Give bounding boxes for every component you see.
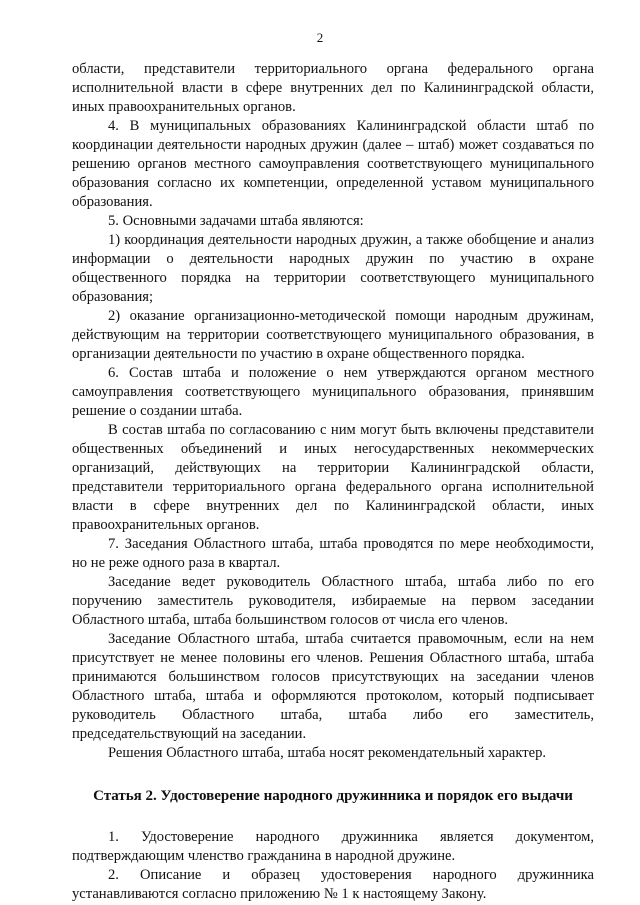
paragraph: 1) координация деятельности народных дружин, а также обобщение и анализ информации о деятельности народных дружин по участию в охране общественного порядка на территории соответствующего муниципального образования; <box>72 232 594 305</box>
paragraph: области, представители территориального органа федерального органа исполнительной власти в сфере внутренних дел по Калининградской области, иных правоохранительных органов. <box>72 61 594 115</box>
document-body <box>72 60 594 904</box>
paragraphs-before <box>72 60 594 763</box>
paragraph: 1. Удостоверение народного дружинника является документом, подтверждающим членство гражданина в народной дружине. <box>72 829 594 864</box>
paragraph: 4. В муниципальных образованиях Калининградской области штаб по координации деятельности народных дружин (далее – штаб) может создаваться по решению органов местного самоуправления соответствующего муниципального образования согласно их компетенции, определенной уставом муниципального образования. <box>72 118 594 210</box>
article-heading: Статья 2. Удостоверение народного дружинника и порядок его выдачи <box>93 788 573 804</box>
paragraph: 2) оказание организационно-методической помощи народным дружинам, действующим на территории соответствующего муниципального образования, в организации деятельности по участию в охране общественного порядка. <box>72 308 594 362</box>
paragraph: 6. Состав штаба и положение о нем утверждаются органом местного самоуправления соответствующего муниципального образования, принявшим решение о создании штаба. <box>72 365 594 419</box>
page-number: 2 <box>316 30 324 45</box>
paragraph: 2. Описание и образец удостоверения народного дружинника устанавливаются согласно приложению № 1 к настоящему Закону. <box>72 867 594 902</box>
paragraph: 5. Основными задачами штаба являются: <box>108 213 364 229</box>
paragraphs-after <box>72 828 594 904</box>
paragraph: Решения Областного штаба, штаба носят рекомендательный характер. <box>108 745 547 761</box>
paragraph: Заседание Областного штаба, штаба считается правомочным, если на нем присутствует не менее половины его членов. Решения Областного штаба, штаба принимаются большинством голосов присутствующих на заседании членов Областного штаба, штаба и оформляются протоколом, который подписывает руководитель Областного штаба, штаба либо его заместитель, председательствующий на заседании. <box>72 631 594 742</box>
paragraph: Заседание ведет руководитель Областного штаба, штаба либо по его поручению заместитель руководителя, избираемые на первом заседании Областного штаба, штаба большинством голосов от числа его членов. <box>72 574 594 628</box>
paragraph: В состав штаба по согласованию с ним могут быть включены представители общественных объединений и иных негосударственных некоммерческих организаций, действующих на территории Калининградской области, представители территориального органа федерального органа исполнительной власти в сфере внутренних дел по Калининградской области, иных правоохранительных органов. <box>72 422 594 533</box>
paragraph: 7. Заседания Областного штаба, штаба проводятся по мере необходимости, но не реже одного раза в квартал. <box>72 536 594 571</box>
